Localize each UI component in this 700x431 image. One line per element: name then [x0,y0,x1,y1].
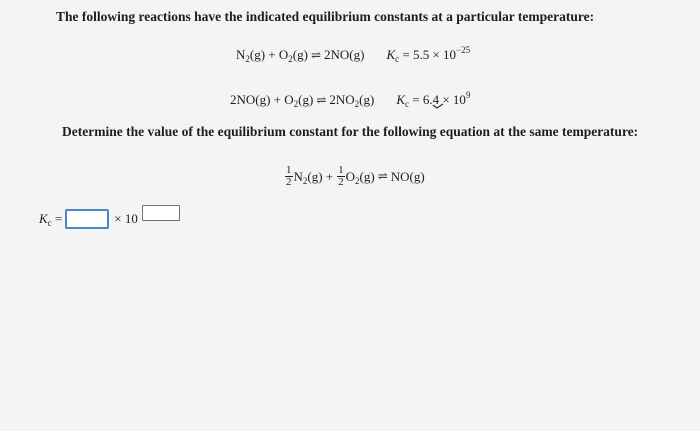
question-text: Determine the value of the equilibrium constant for the following equation at the same temperature: [62,124,639,139]
equilibrium-arrow-icon: ⇌ [310,47,322,62]
reaction-3-n2: $N_2(g)$ + [293,168,334,186]
reaction-3-product: NO(g) [390,168,425,184]
checkmark-icon [432,103,444,109]
answer-kc-label: $K_c$ = [39,211,63,228]
equilibrium-arrow-icon: ⇌ [316,92,327,107]
exponent-input[interactable] [142,205,180,221]
mantissa-input[interactable] [65,209,109,229]
equilibrium-arrow-icon: ⇌ [377,169,388,183]
intro-text: The following reactions have the indicated equilibrium constants at a particular temperature: [56,9,595,24]
answer-row [39,209,183,229]
reaction-1-product: 2NO(g) [324,47,365,62]
reaction-1-n2: $N_2(g) + O_2(g)$ [236,47,308,64]
fraction-half-o2: $\frac{1}{2}$ [338,164,344,188]
reaction-1 [236,47,470,63]
reaction-2-reactants: $2NO(g) + O_2(g)$ [230,92,314,109]
reaction-3 [285,165,425,188]
times-ten-label: × 10 [114,211,138,226]
fraction-half-n2: $\frac{1}{2}$ [286,164,292,188]
reaction-2-kc: $K_c = 6.4 \times 10^9$ [396,90,471,109]
reaction-1-kc: $K_c = 5.5 \times 10^{-25}$ [386,45,471,64]
reaction-2-product: $2NO_2(g)$ [329,92,375,109]
reaction-3-o2: $O_2(g)$ [345,168,375,186]
